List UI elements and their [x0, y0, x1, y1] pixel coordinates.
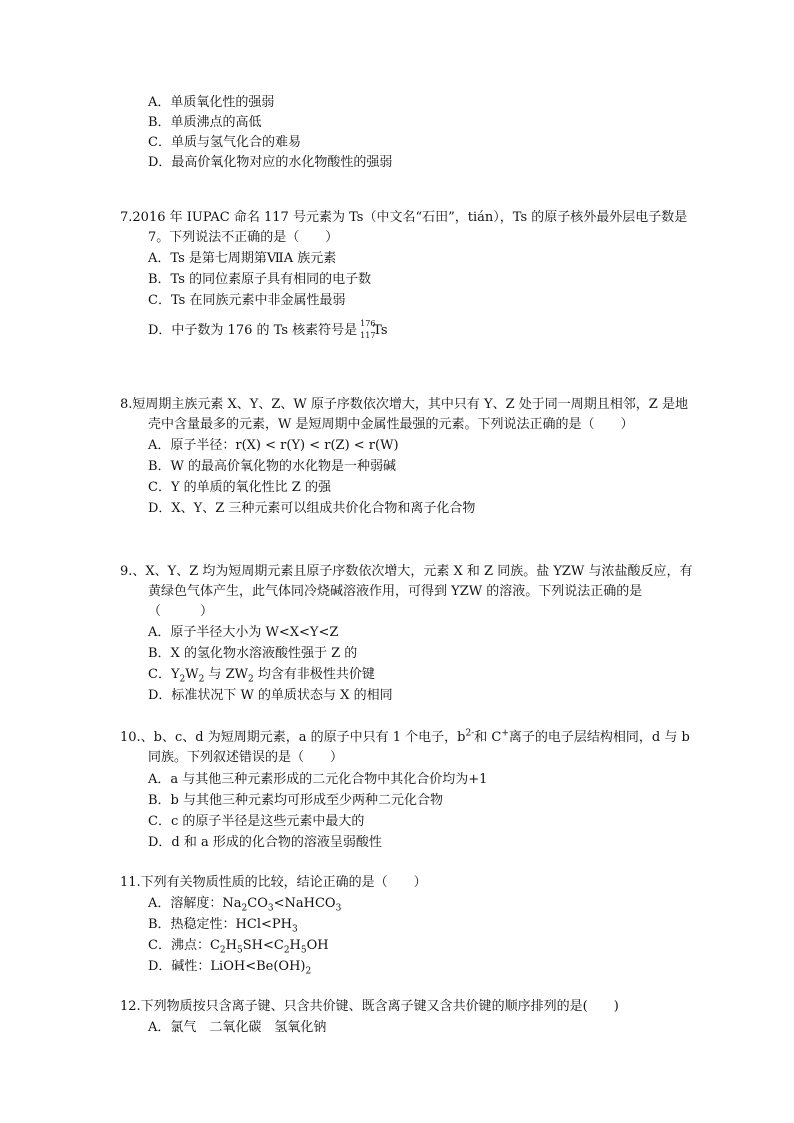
q11-stem-line1: 11.下列有关物质性质的比较，结论正确的是（ ） [120, 875, 427, 890]
text: SH<C [242, 938, 284, 953]
q11-option-d [148, 958, 311, 976]
q9-stem-line3: （ ） [148, 604, 214, 619]
q9-stem-line2: 黄绿色气体产生，此气体同冷烧碱溶液作用，可得到 YZW 的溶液。下列说法正确的是 [148, 584, 643, 599]
text: W [185, 667, 199, 682]
text: 离子的电子层结构相同，d 与 b [508, 730, 690, 745]
q9-option-a: A．原子半径大小为 W<X<Y<Z [148, 625, 339, 640]
nuclide-notation [357, 319, 376, 340]
q8-stem-line1: 8.短周期主族元素 X、Y、Z、W 原子序数依次增大，其中只有 Y、Z 处于同一周期且相邻，Z 是地 [120, 397, 688, 412]
q10-stem-line1 [120, 729, 690, 747]
text: 10.、b、c、d 为短周期元素，a 的原子中只有 1 个电子，b [120, 730, 466, 745]
q11-option-a [148, 895, 341, 913]
q6-option-b: B．单质沸点的高低 [148, 115, 262, 130]
text: H [225, 938, 237, 953]
q10-option-c: C．c 的原子半径是这些元素中最大的 [148, 814, 365, 829]
subscript: 2 [198, 674, 205, 685]
q6-option-a: A．单质氧化性的强弱 [148, 95, 275, 110]
q11-option-b [148, 916, 298, 934]
superscript: + [501, 728, 509, 739]
q7-option-b: B．Ts 的同位素原子具有相同的电子数 [148, 272, 372, 287]
text: 与 ZW [204, 667, 249, 682]
subscript: 2 [219, 945, 226, 956]
text: 和 C [474, 730, 502, 745]
subscript: 3 [267, 903, 274, 914]
q11-option-c [148, 937, 329, 955]
q10-option-b: B．b 与其他三种元素均可形成至少两种二元化合物 [148, 793, 444, 808]
mass-number: 176 [360, 319, 376, 328]
q9-option-d: D．标准状况下 W 的单质状态与 X 的相同 [148, 688, 393, 703]
q7-stem-line1: 7.2016 年 IUPAC 命名 117 号元素为 Ts（中文名“石田”，tián），Ts 的原子核外最外层电子数是 [120, 210, 688, 225]
q7-option-d-text: D．中子数为 176 的 Ts 核素符号是 [148, 323, 358, 338]
q6-option-d: D．最高价氧化物对应的水化物酸性的强弱 [148, 155, 393, 170]
q8-option-d: D．X、Y、Z 三种元素可以组成共价化合物和离子化合物 [148, 501, 476, 516]
q8-option-b: B．W 的最高价氧化物的水化物是一种弱碱 [148, 459, 397, 474]
subscript: 3 [335, 903, 342, 914]
q12-option-a: A．氯气 二氧化碳 氢氧化钠 [148, 1020, 327, 1035]
subscript: 5 [236, 945, 243, 956]
q6-option-c: C．单质与氢气化合的难易 [148, 135, 301, 150]
q7-option-c: C．Ts 在同族元素中非金属性最弱 [148, 293, 346, 308]
q8-option-a: A．原子半径：r(X) < r(Y) < r(Z) < r(W) [148, 438, 399, 453]
q10-option-a: A．a 与其他三种元素形成的二元化合物中其化合价均为+1 [148, 772, 488, 787]
text: <NaHCO [273, 896, 336, 911]
text: A．溶解度：Na [148, 896, 242, 911]
q8-option-c: C．Y 的单质的氧化性比 Z 的强 [148, 480, 331, 495]
subscript: 3 [291, 924, 298, 935]
q9-stem-line1: 9.、X、Y、Z 均为短周期元素且原子序数依次增大，元素 X 和 Z 同族。盐 YZW 与浓盐酸反应，有 [120, 564, 693, 579]
q10-stem-line2: 同族。下列叙述错误的是（ ） [148, 750, 344, 765]
q8-stem-line2: 壳中含量最多的元素，W 是短周期中金属性最强的元素。下列说法正确的是（ ） [148, 417, 634, 432]
subscript: 2 [283, 945, 290, 956]
text: CO [247, 896, 268, 911]
text: OH [306, 938, 329, 953]
q10-option-d: D．d 和 a 形成的化合物的溶液呈弱酸性 [148, 835, 382, 850]
q7-stem-line2: 7。下列说法不正确的是（ ） [148, 230, 339, 245]
text: D．碱性：LiOH<Be(OH) [148, 959, 306, 974]
text: C．Y [148, 667, 180, 682]
text: B．热稳定性：HCl<PH [148, 917, 292, 932]
element-symbol: Ts [373, 323, 388, 338]
subscript: 2 [248, 674, 254, 685]
q7-option-a: A．Ts 是第七周期第ⅦA 族元素 [148, 251, 337, 266]
subscript: 2 [179, 674, 186, 685]
text: 均含有非极性共价键 [253, 667, 375, 682]
subscript: 5 [300, 945, 307, 956]
text: C．沸点：C [148, 938, 220, 953]
q9-option-c [148, 666, 375, 684]
superscript: 2- [465, 728, 475, 739]
q9-option-b: B．X 的氢化物水溶液酸性强于 Z 的 [148, 646, 358, 661]
atomic-number: 117 [360, 331, 376, 340]
text: H [289, 938, 301, 953]
subscript: 2 [305, 966, 312, 977]
subscript: 2 [241, 903, 248, 914]
q12-stem-line1: 12.下列物质按只含离子键、只含共价键、既含离子键又含共价键的顺序排列的是( ) [120, 999, 619, 1014]
q7-option-d [148, 319, 388, 340]
